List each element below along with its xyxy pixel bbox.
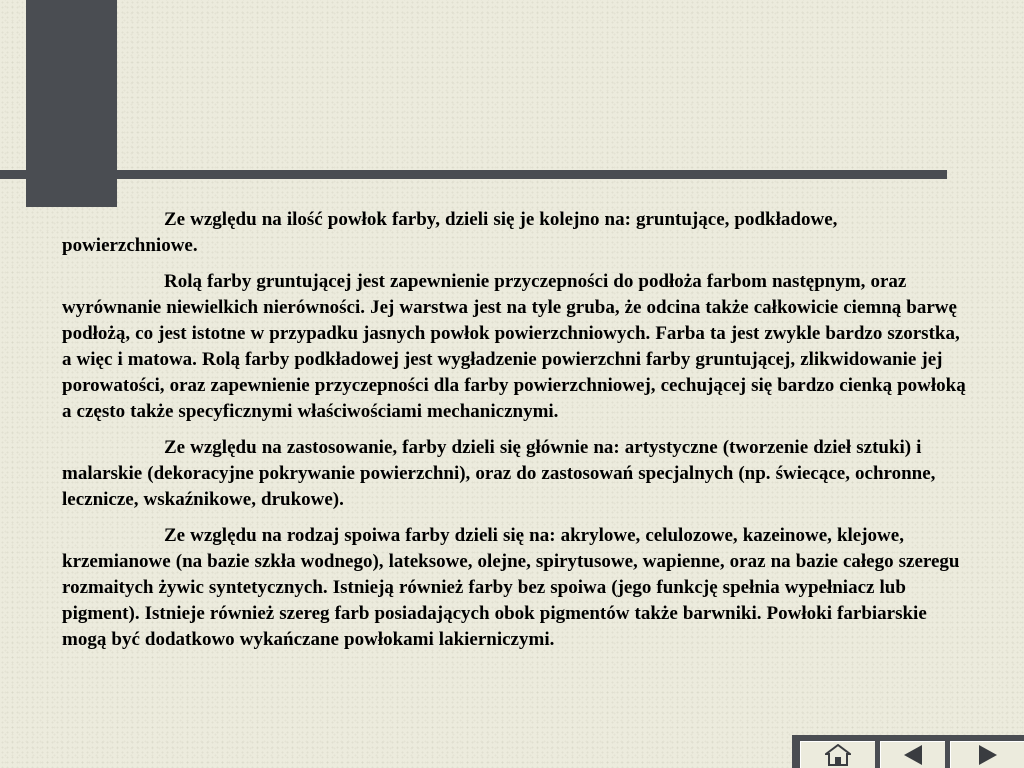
paragraph-primer-role: Rolą farby gruntującej jest zapewnienie przyczepności do podłoża farbom następnym, oraz wyrównanie niewielkich nierówności. Jej warstwa jest na tyle gruba, że odcina także całkowicie ciemną barwę podłożą, co jest istotne w przypadku jasnych powłok powierzchniowych. Farba ta jest zwykle bardzo szorstka, a więc i matowa. Rolą farby podkładowej jest wygładzenie powierzchni farby gruntującej, zlikwidowanie jej porowatości, oraz zapewnienie przyczepności dla farby powierzchniowej, cechującej się bardzo cienką powłoką a często także specyficznymi właściwościami mechanicznymi. (62, 271, 966, 422)
paragraph-binder-type: Ze względu na rodzaj spoiwa farby dzieli się na: akrylowe, celulozowe, kazeinowe, klejowe, krzemianowe (na bazie szkła wodnego), lateksowe, olejne, spirytusowe, wapienne, oraz na bazie całego szeregu rozmaitych żywic syntetycznych. Istnieją również farby bez spoiwa (jego funkcję spełnia wypełniacz lub pigment). Istnieje również szereg farb posiadających obok pigmentów także barwniki. Powłoki farbiarskie mogą być dodatkowo wykańczane powłokami lakierniczymi. (62, 525, 960, 650)
triangle-left-icon (902, 744, 924, 766)
slide-body (62, 207, 972, 663)
home-button[interactable] (800, 741, 875, 768)
next-slide-button[interactable] (950, 741, 1024, 768)
previous-slide-button[interactable] (880, 741, 945, 768)
paragraph-coat-count: Ze względu na ilość powłok farby, dzieli się je kolejno na: gruntujące, podkładowe, powierzchniowe. (62, 209, 838, 256)
triangle-right-icon (977, 744, 999, 766)
paragraph-application: Ze względu na zastosowanie, farby dzieli się głównie na: artystyczne (tworzenie dzieł sztuki) i malarskie (dekoracyjne pokrywanie powierzchni), oraz do zastosowań specjalnych (np. świecące, ochronne, lecznicze, wskaźnikowe, drukowe). (62, 437, 936, 510)
decorative-horizontal-rule (0, 170, 947, 179)
home-icon (825, 744, 851, 766)
